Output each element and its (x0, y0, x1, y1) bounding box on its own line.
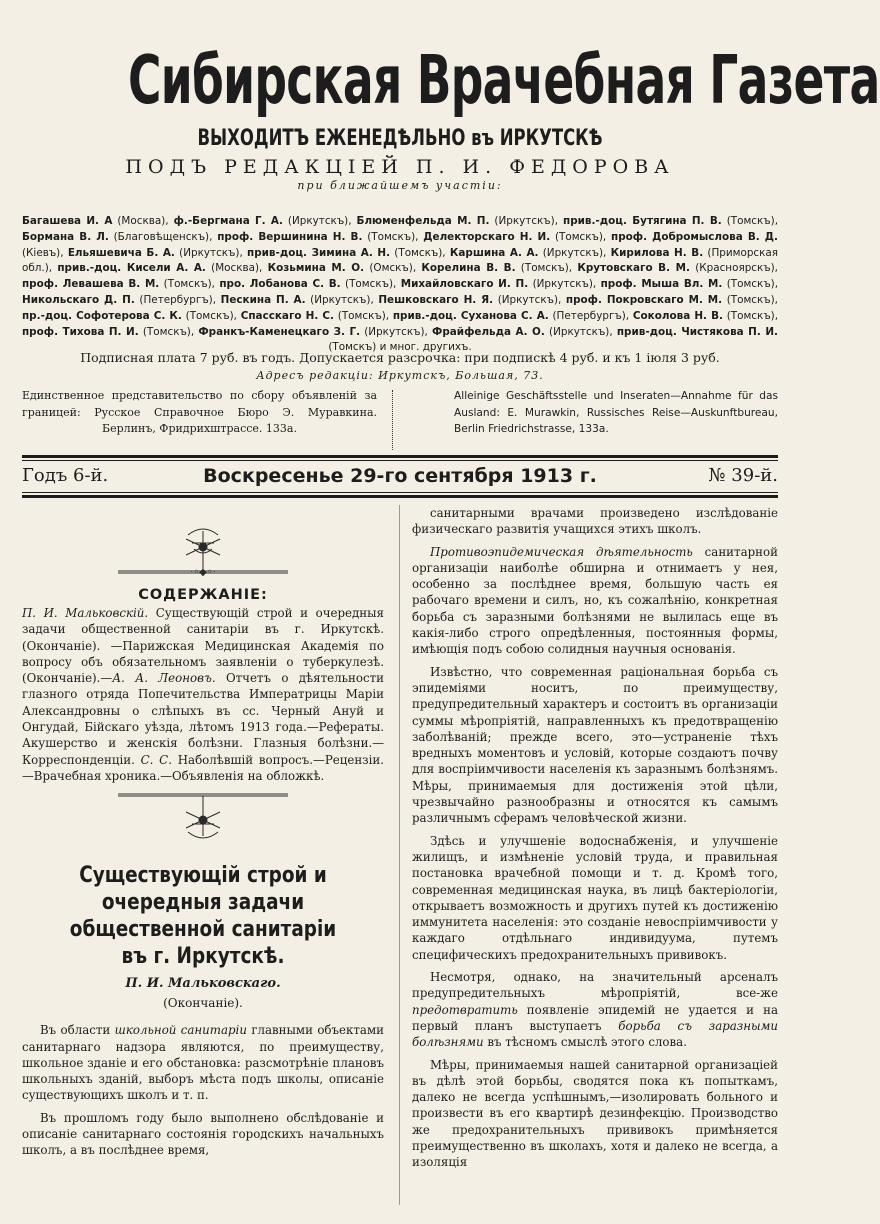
newspaper-title: Сибирская Врачебная Газета (128, 41, 880, 119)
dateline (22, 462, 778, 490)
article-paragraph: Въ прошломъ году было выполнено обслѣдованіе и описаніе санитарнаго состоянія городскихъ начальныхъ школъ, а въ послѣднее время, (22, 1110, 384, 1158)
article-continuation: (Окончаніе). (163, 996, 243, 1011)
article-paragraph: Несмотря, однако, на значительный арсеналъ предупредительныхъ мѣропріятій, все-же предотвратить появленіе эпидемій не удается и на первый планъ выступаетъ борьба съ заразными болѣзнями въ тѣсномъ смыслѣ этого слова. (412, 970, 779, 1050)
participants-heading: при ближайшемъ участіи: (297, 179, 503, 192)
article-title: Существующій строй и очередныя задачи общественной санитаріи въ г. Иркутскѣ. (69, 862, 337, 970)
contents-heading: СОДЕРЖАНІЕ: (138, 587, 268, 603)
issue-number: № 39-й. (708, 465, 778, 486)
column-separator (392, 390, 393, 450)
issue-date: Воскресенье 29-го сентября 1913 г. (203, 465, 597, 487)
article-paragraph: Въ области школьной санитаріи главными объектами санитарнаго надзора являются, по преимуществу, школьное зданіе и его обстановка: разсмотрѣніе плановъ школьныхъ зданій, выборъ мѣста подъ школы, описаніе существующихъ школъ и т. п. (22, 1023, 384, 1103)
right-column (412, 505, 778, 1177)
advertising-notice-german: Alleinige Geschäftsstelle und Inseraten—Annahme für das Ausland: E. Murawkin, Russisches Reise—Auskunftbureau, Berlin Friedrichstrasse, 133a. (454, 390, 778, 435)
editor-line: ПОДЪ РЕДАКЦІЕЙ П. И. ФЕДОРОВА (125, 156, 675, 178)
article-body-left (22, 1022, 384, 1158)
svg-text:·◦◆◦·: ·◦◆◦· (190, 567, 216, 578)
subscription-price: Подписная плата 7 руб. въ годъ. Допускается разсрочка: при подпискѣ 4 руб. и къ 1 іюля 3 руб. (80, 350, 720, 365)
article-paragraph: Извѣстно, что современная раціональная борьба съ эпидеміями носитъ, по преимуществу, предупредительный характеръ и состоитъ въ организаціи суммы мѣропріятій, направленныхъ къ предотвращенію заболѣваній; прежде всего, это—устраненіе тѣхъ вредныхъ моментовъ и условій, которые создаютъ почву для воспріимчивости населенія къ заразнымъ болѣзнямъ. Мѣры, принимаемыя для достиженія этой цѣли, чрезвычайно разнообразны и относятся къ самымъ различнымъ сферамъ человѣческой жизни. (412, 664, 778, 826)
participants-list: Багашева И. А (Москва), ф.-Бергмана Г. А. (Иркутскъ), Блюменфельда М. П. (Иркутскъ), прив.-доц. Бутягина П. В. (Томскъ), Бормана В. Л. (Благовѣщенскъ), проф. Вершинина Н. В. (Томскъ), Делекторскаго Н. И. (Томскъ), проф. Добромыслова В. Д. (Кіевъ), Ельяшевича Б. А. (Иркутскъ), прив-доц. Зимина А. Н. (Томскъ), Каршина А. А. (Иркутскъ), Кирилова Н. В. (Приморская обл.), прив.-доц. Кисели А. А. (Москва), Козьмина М. О. (Омскъ), Корелина В. В. (Томскъ), Крутовскаго В. М. (Красноярскъ), проф. Левашева В. М. (Томскъ), про. Лобанова С. В. (Томскъ), Михайловскаго И. П. (Иркутскъ), проф. Мыша Вл. М. (Томскъ), Никольскаго Д. П. (Петербургъ), Пескина П. А. (Иркутскъ), Пешковскаго Н. Я. (Иркутскъ), проф. Покровскаго М. М. (Томскъ), пр.-доц. Софотерова С. К. (Томскъ), Спасскаго Н. С. (Томскъ), прив.-доц. Суханова С. А. (Петербургъ), Соколова Н. В. (Томскъ), проф. Тихова П. И. (Томскъ), Франкъ-Каменецкаго З. Г. (Иркутскъ), Фрайфельда А. О. (Иркутскъ), прив-доц. Чистякова П. И. (Томскъ) и мног. другихъ. (22, 215, 779, 354)
bottom-ornament-icon (22, 790, 384, 850)
article-paragraph: Мѣры, принимаемыя нашей санитарной организаціей въ дѣлѣ этой борьбы, сводятся пока къ попыткамъ, далеко не всегда успѣшнымъ,—изолировать больного и произвести въ его квартирѣ дезинфекцію. Производство же предохранительныхъ прививокъ примѣняется преимущественно въ школахъ, хотя и далеко не всегда, а изоляція (412, 1057, 778, 1170)
header-rule (22, 455, 778, 458)
editorial-address: Адресъ редакціи: Иркутскъ, Большая, 73. (256, 369, 544, 382)
article-paragraph: Противоэпидемическая дѣятельность санитарной организаціи наиболѣе обширна и отнимаетъ у нея, особенно за послѣднее время, большую часть ея рабочаго времени и силъ, но, къ сожалѣнію, конкретная борьба съ заразными болѣзнями не вылилась еще въ какія-либо строго опредѣленныя, постоянныя формы, имѣющія подъ собою солидныя научныя основанія. (412, 544, 778, 657)
advertising-notice (22, 388, 778, 454)
top-ornament-icon (22, 505, 384, 577)
article-paragraph: санитарными врачами произведено изслѣдованіе физическаго развитія учащихся этихъ школъ. (412, 506, 778, 537)
publication-frequency: ВЫХОДИТЪ ЕЖЕНЕДѢЛЬНО въ ИРКУТСКѢ (197, 126, 603, 151)
article-author: П. И. Мальковскаго. (125, 976, 281, 992)
volume-year: Годъ 6-й. (22, 465, 109, 486)
masthead (0, 40, 880, 193)
contents-text: П. И. Мальковскій. Существующій строй и очередныя задачи общественной санитаріи въ г. Иркутскѣ. (Окончаніе). —Парижская Медицинская Академія по вопросу объ обязательномъ заявленіи о туберкулезѣ. (Окончаніе).—А. А. Леоновъ. Отчетъ о дѣятельности глазного отряда Попечительства Императрицы Маріи Александровны о слѣпыхъ въ сс. Черный Ануй и Онгудай, Бійскаго уѣзда, лѣтомъ 1913 года.—Рефераты. Акушерство и женскія болѣзни. Глазныя болѣзни.—Корреспонденціи. С. С. Наболѣвшій вопросъ.—Рецензіи.—Врачебная хроника.—Объявленія на обложкѣ. (22, 606, 384, 783)
left-column (22, 505, 384, 1165)
header-rule-thin (22, 460, 778, 461)
advertising-notice-russian: Единственное представительство по сбору объявленій за границей: Русское Справочное Бюро Э. Муравкина. Берлинъ, Фридрихштрассе. 133а. (22, 389, 377, 435)
article-paragraph: Здѣсь и улучшеніе водоснабженія, и улучшеніе жилищъ, и измѣненіе условій труда, и правильная постановка врачебной помощи и т. д. Кромѣ того, современная медицинская наука, въ лицѣ бактеріологіи, открываетъ возможность и другихъ путей къ достиженію иммунитета населенія: это созданіе невоспріимчивости у каждаго отдѣльнаго индивидуума, путемъ специфическихъ предохранительныхъ прививокъ. (412, 833, 778, 962)
article-body-right (412, 505, 778, 1171)
dateline-rule (22, 495, 778, 498)
dateline-rule-thin (22, 492, 778, 493)
column-divider (399, 505, 400, 1205)
